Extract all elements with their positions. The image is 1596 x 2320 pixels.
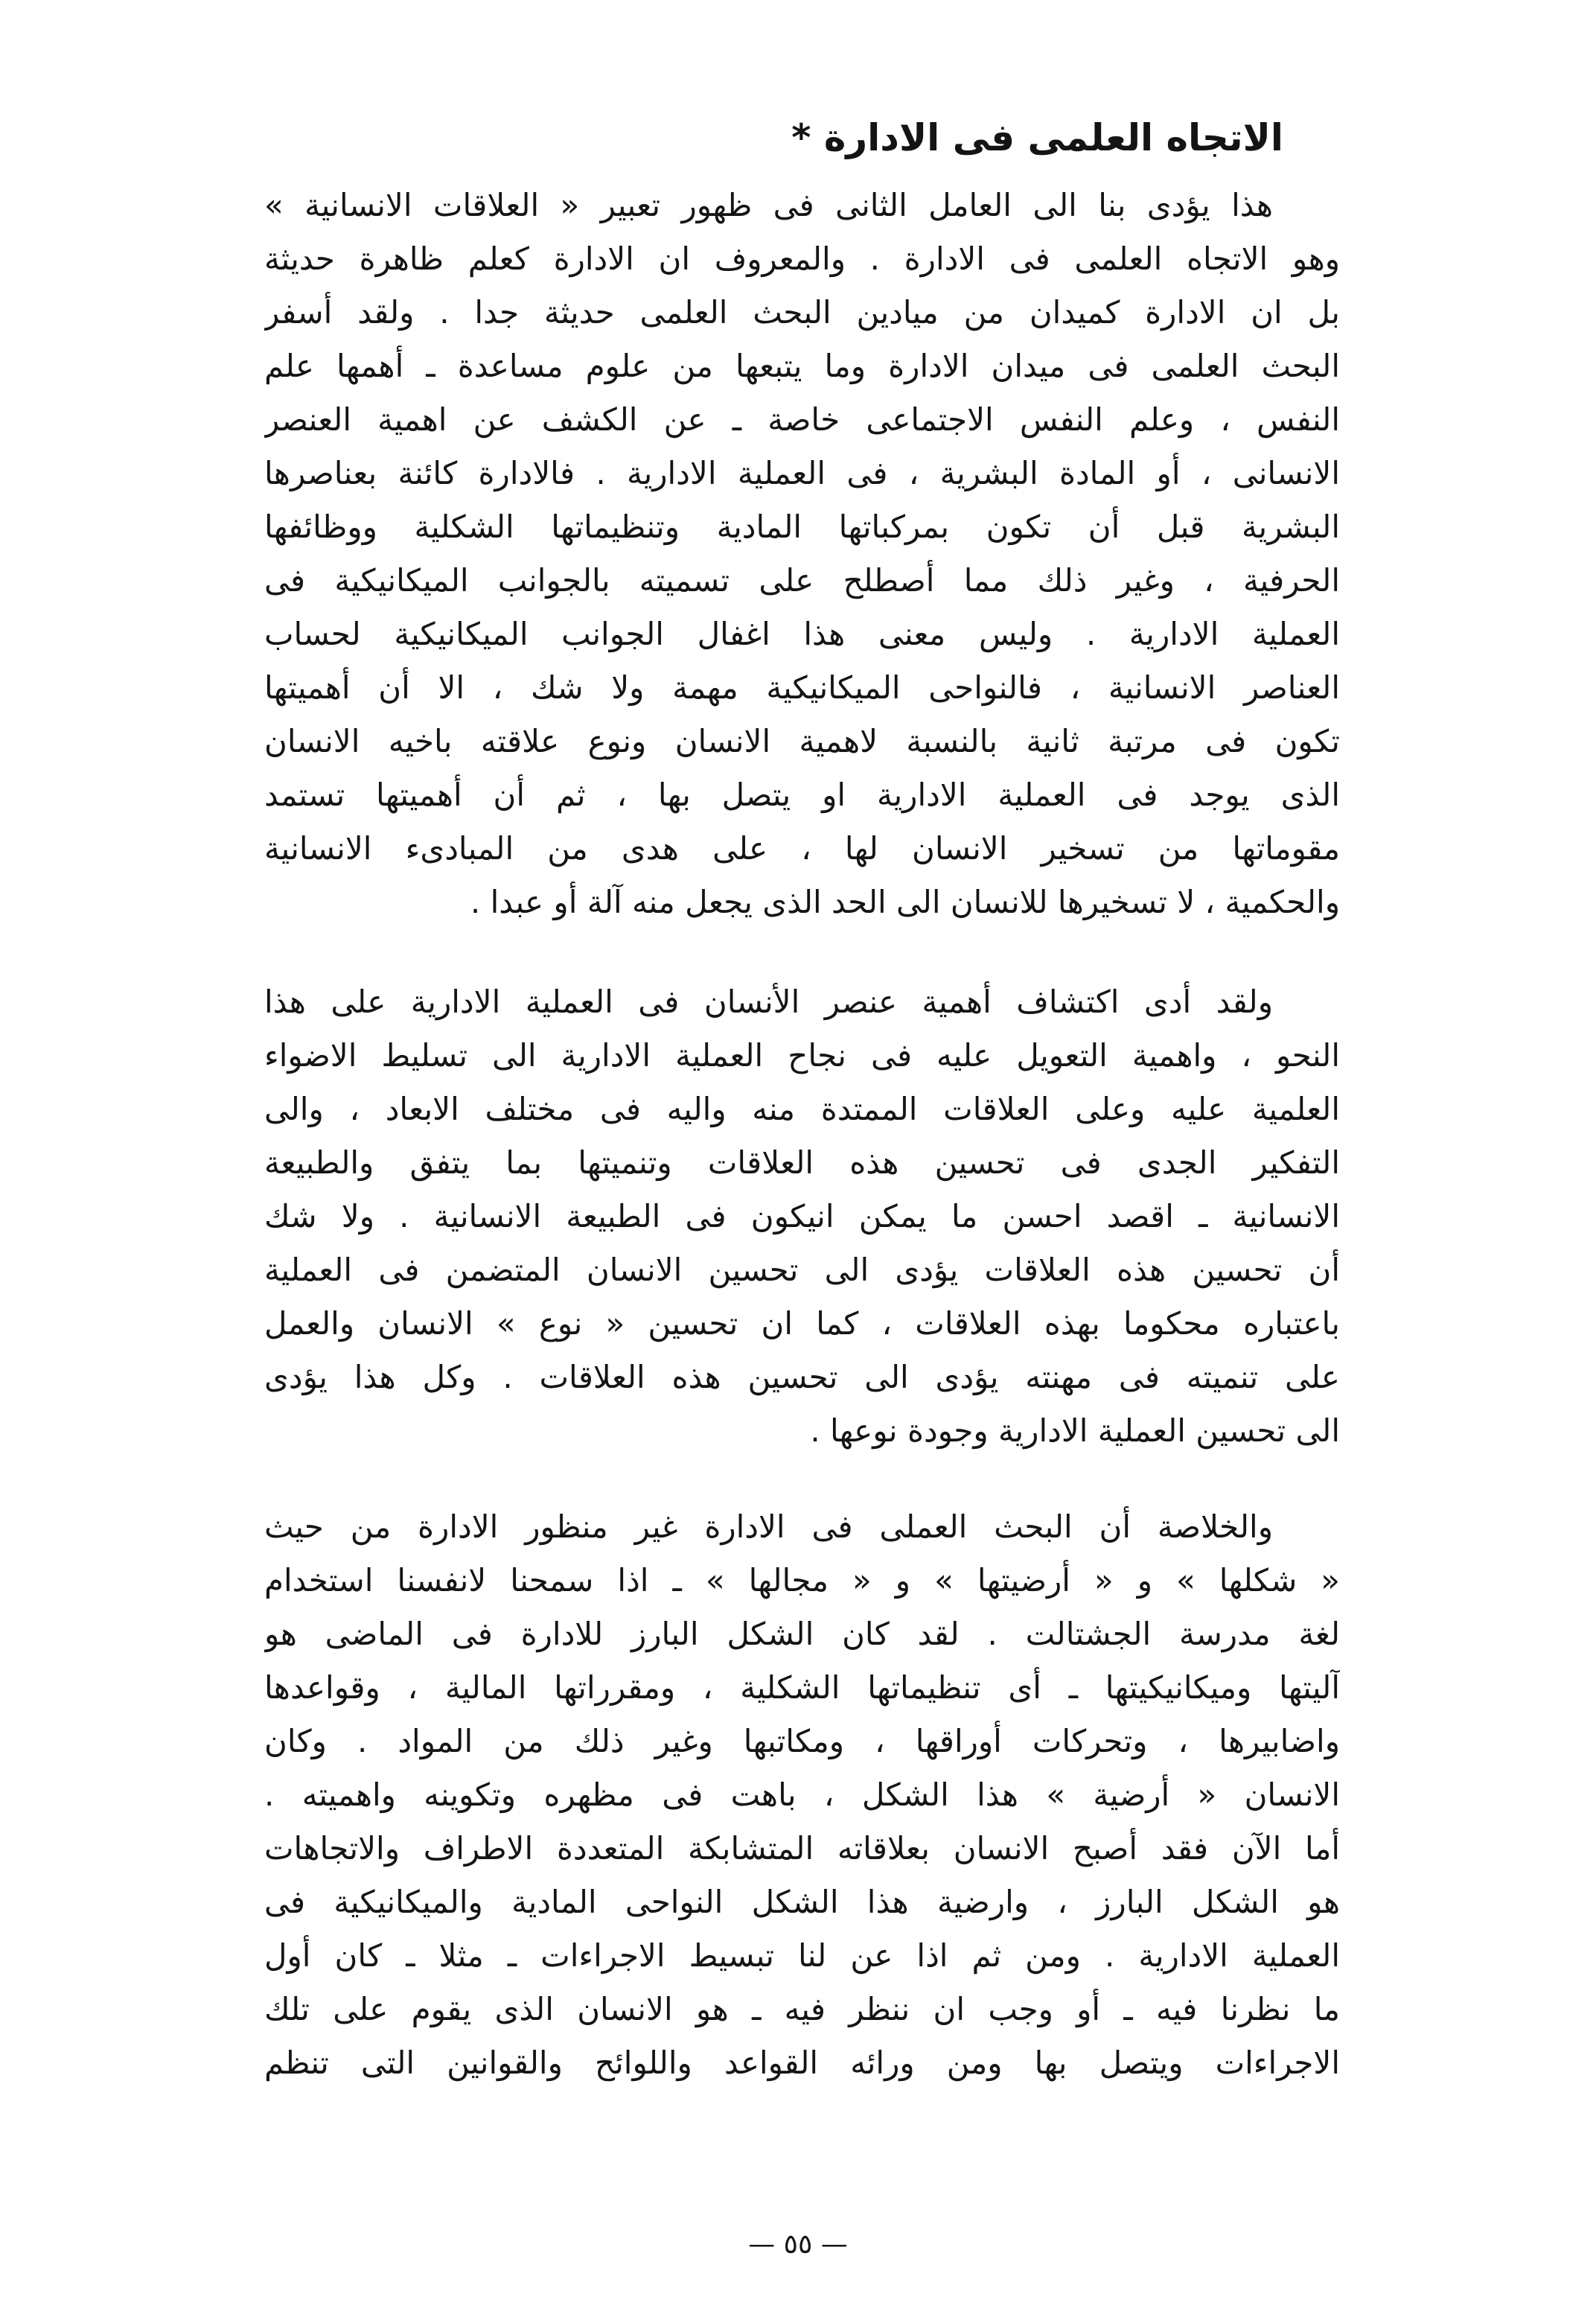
text-line: الى تحسين العملية الادارية وجودة نوعها . xyxy=(810,1412,1340,1449)
page-title: الاتجاه العلمى فى الادارة * xyxy=(791,116,1283,159)
text-line: واضابيرها ، وتحركات أوراقها ، ومكاتبها وغير ذلك من المواد . وكان xyxy=(264,1723,1340,1759)
text-line: الانسانى ، أو المادة البشرية ، فى العملية الادارية . فالادارة كائنة بعناصرها xyxy=(264,455,1340,491)
text-line: الاجراءات ويتصل بها ومن ورائه القواعد واللوائح والقوانين التى تنظم xyxy=(264,2045,1340,2081)
text-line: التفكير الجدى فى تحسين هذه العلاقات وتنميتها بما يتفق والطبيعة xyxy=(264,1144,1340,1181)
text-line: تكون فى مرتبة ثانية بالنسبة لاهمية الانسان ونوع علاقته باخيه الانسان xyxy=(264,723,1340,759)
text-line: باعتباره محكوما بهذه العلاقات ، كما ان تحسين « نوع » الانسان والعمل xyxy=(264,1305,1340,1342)
text-line: على تنميته فى مهنته يؤدى الى تحسين هذه العلاقات . وكل هذا يؤدى xyxy=(264,1359,1340,1395)
text-line: لغة مدرسة الجشتالت . لقد كان الشكل البارز للادارة فى الماضى هو xyxy=(264,1616,1340,1652)
paragraph-3 xyxy=(264,1500,1340,2090)
text-line: هو الشكل البارز ، وارضية هذا الشكل النواحى المادية والميكانيكية فى xyxy=(264,1884,1340,1920)
text-line: مقوماتها من تسخير الانسان لها ، على هدى من المبادىء الانسانية xyxy=(264,830,1340,867)
text-line: النفس ، وعلم النفس الاجتماعى خاصة ـ عن الكشف عن اهمية العنصر xyxy=(264,401,1340,438)
text-line: النحو ، واهمية التعويل عليه فى نجاح العملية الادارية الى تسليط الاضواء xyxy=(264,1037,1340,1074)
text-line: الانسانية ـ اقصد احسن ما يمكن انيكون فى الطبيعة الانسانية . ولا شك xyxy=(264,1198,1340,1234)
text-line: الذى يوجد فى العملية الادارية او يتصل بها ، ثم أن أهميتها تستمد xyxy=(264,777,1340,813)
text-line: هذا يؤدى بنا الى العامل الثانى فى ظهور تعبير « العلاقات الانسانية » xyxy=(264,187,1273,223)
text-line: البحث العلمى فى ميدان الادارة وما يتبعها من علوم مساعدة ـ أهمها علم xyxy=(264,348,1340,384)
text-line: الانسان « أرضية » هذا الشكل ، باهت فى مظهره وتكوينه واهميته . xyxy=(264,1776,1340,1813)
text-line: العملية الادارية . ومن ثم اذا عن لنا تبسيط الاجراءات ـ مثلا ـ كان أول xyxy=(264,1937,1340,1974)
text-line: ما نظرنا فيه ـ أو وجب ان ننظر فيه ـ هو الانسان الذى يقوم على تلك xyxy=(264,1991,1340,2027)
text-line: بل ان الادارة كميدان من ميادين البحث العلمى حديثة جدا . ولقد أسفر xyxy=(264,294,1340,331)
page-number: — ٥٥ — xyxy=(748,2229,848,2260)
text-line: والحكمية ، لا تسخيرها للانسان الى الحد الذى يجعل منه آلة أو عبدا . xyxy=(470,884,1340,920)
text-line: العلمية عليه وعلى العلاقات الممتدة منه واليه فى مختلف الابعاد ، والى xyxy=(264,1091,1340,1127)
text-line: العملية الادارية . وليس معنى هذا اغفال الجوانب الميكانيكية لحساب xyxy=(264,616,1340,652)
text-line: « شكلها » و « أرضيتها » و « مجالها » ـ اذا سمحنا لانفسنا استخدام xyxy=(264,1562,1340,1599)
text-line: العناصر الانسانية ، فالنواحى الميكانيكية مهمة ولا شك ، الا أن أهميتها xyxy=(264,669,1340,706)
text-line: ولقد أدى اكتشاف أهمية عنصر الأنسان فى العملية الادارية على هذا xyxy=(264,984,1273,1020)
paragraph-1 xyxy=(264,179,1340,929)
text-line: الحرفية ، وغير ذلك مما أصطلح على تسميته بالجوانب الميكانيكية فى xyxy=(264,562,1340,599)
text-line: أن تحسين هذه العلاقات يؤدى الى تحسين الانسان المتضمن فى العملية xyxy=(264,1252,1340,1288)
text-line: والخلاصة أن البحث العملى فى الادارة غير منظور الادارة من حيث xyxy=(264,1508,1273,1545)
text-line: آليتها وميكانيكيتها ـ أى تنظيماتها الشكلية ، ومقرراتها المالية ، وقواعدها xyxy=(264,1669,1340,1706)
text-line: وهو الاتجاه العلمى فى الادارة . والمعروف ان الادارة كعلم ظاهرة حديثة xyxy=(264,240,1340,277)
paragraph-2 xyxy=(264,975,1340,1458)
text-line: البشرية قبل أن تكون بمركباتها المادية وتنظيماتها الشكلية ووظائفها xyxy=(264,509,1340,545)
text-line: أما الآن فقد أصبح الانسان بعلاقاته المتشابكة المتعددة الاطراف والاتجاهات xyxy=(264,1830,1340,1867)
